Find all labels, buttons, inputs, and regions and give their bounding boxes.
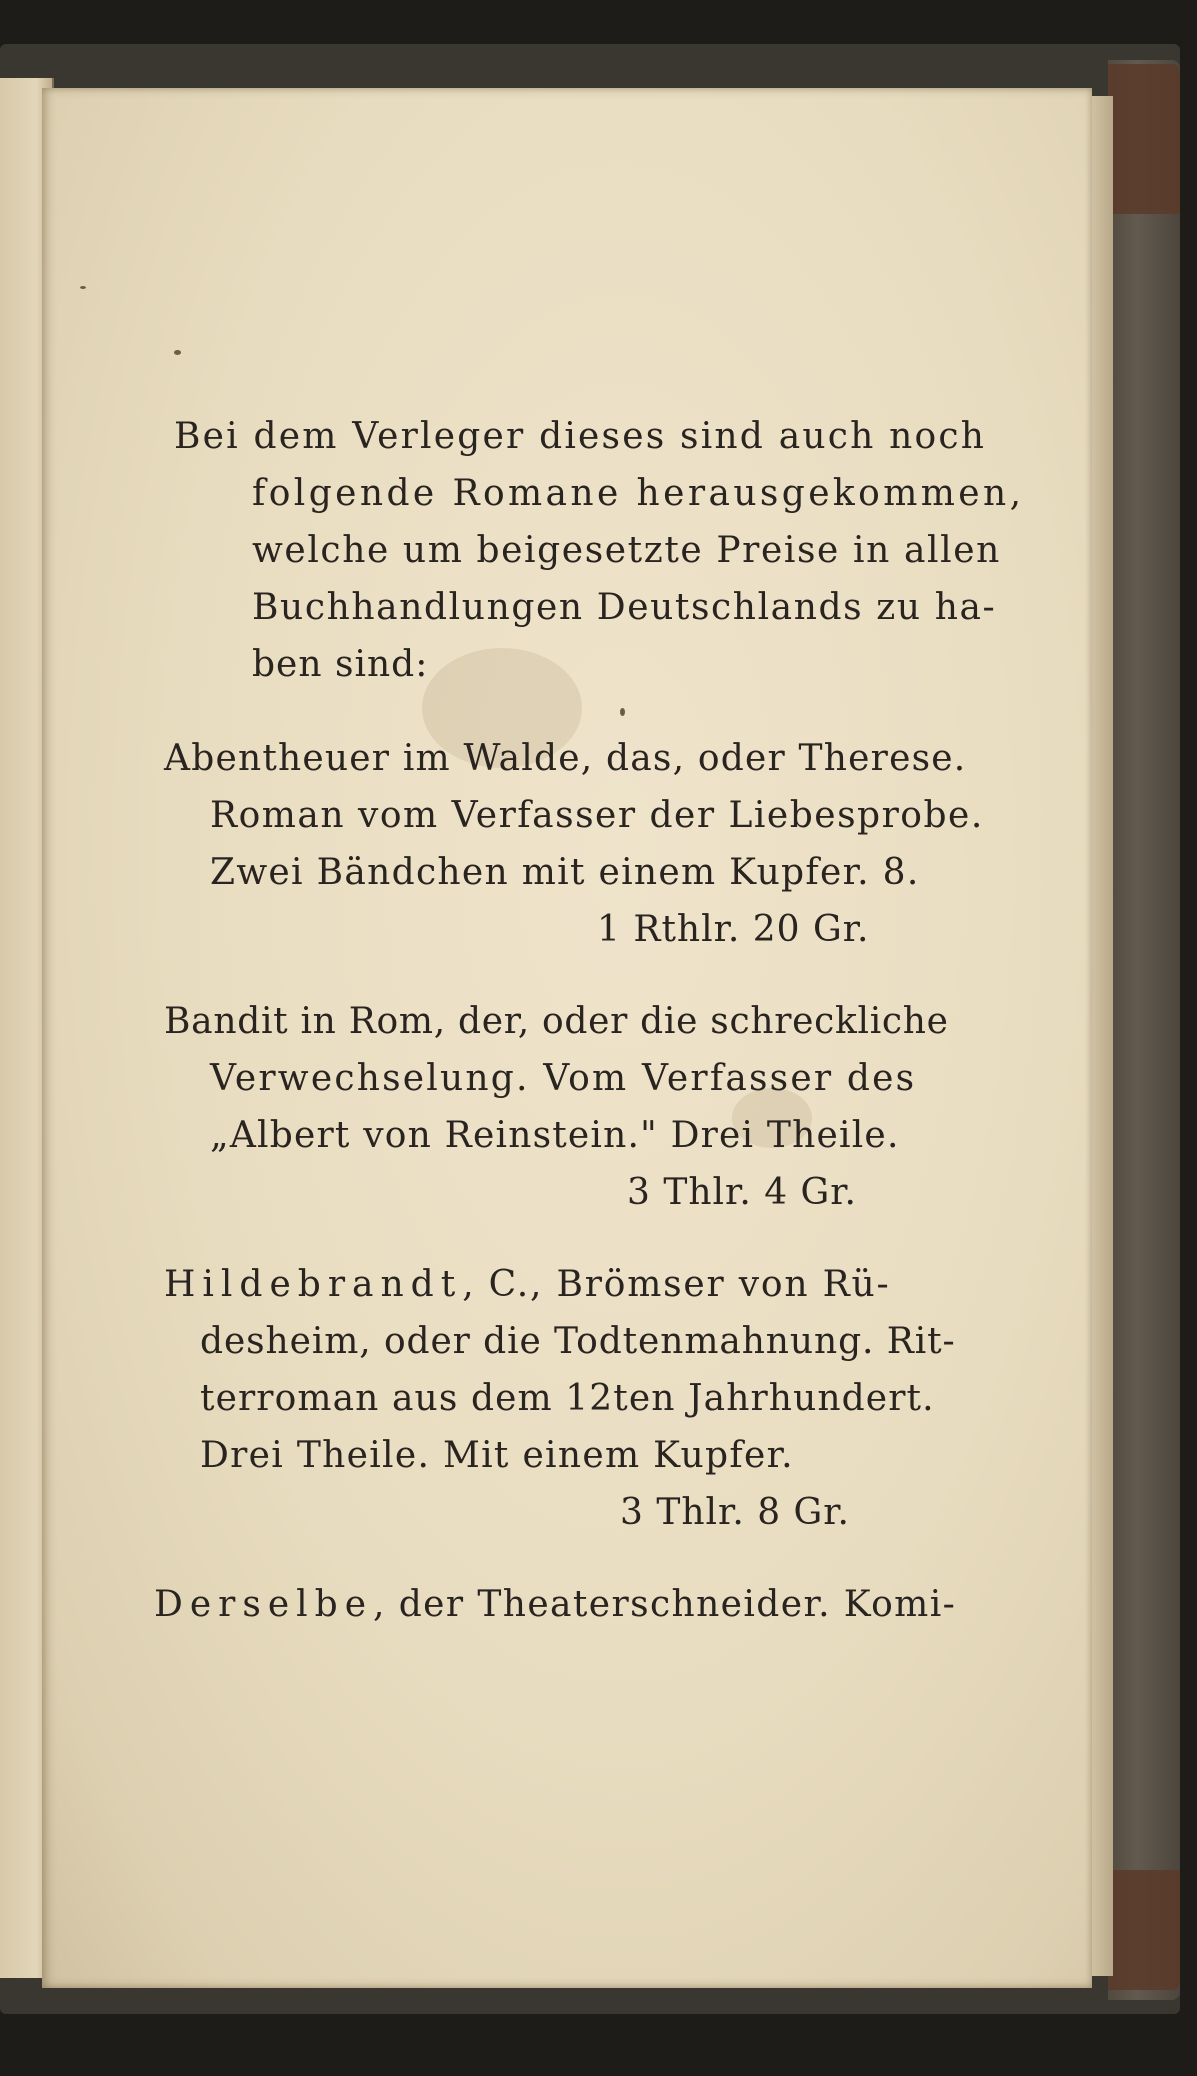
entry-title-line: Bandit in Rom, der, oder die schreckliche bbox=[164, 1001, 949, 1042]
author-name: Hildebrandt bbox=[164, 1264, 463, 1305]
notice-line: Bei dem Verleger dieses sind auch noch bbox=[174, 416, 987, 457]
book-spine-edge bbox=[1108, 60, 1180, 2000]
author-name: Derselbe bbox=[154, 1584, 374, 1625]
entry-line: terroman aus dem 12ten Jahrhundert. bbox=[200, 1378, 935, 1419]
entry-line: Drei Theile. Mit einem Kupfer. bbox=[200, 1435, 794, 1476]
cover-corner-bottom bbox=[1108, 1870, 1180, 1990]
entry-title-rest: , der Theaterschneider. Komi- bbox=[373, 1584, 957, 1625]
entry-line: Zwei Bändchen mit einem Kupfer. 8. bbox=[210, 852, 920, 893]
entry-line: „Albert von Reinstein." Drei Theile. bbox=[210, 1115, 900, 1156]
entry-price: 1 Rthlr. 20 Gr. bbox=[597, 909, 870, 950]
notice-line: folgende Romane herausgekommen, bbox=[252, 473, 1025, 514]
entry-price: 3 Thlr. 8 Gr. bbox=[620, 1492, 851, 1533]
entry-title-line bbox=[164, 1256, 890, 1313]
notice-line: Buchhandlungen Deutschlands zu ha- bbox=[252, 587, 997, 628]
entry-title-line: Abentheuer im Walde, das, oder Therese. bbox=[164, 738, 967, 779]
entry-line: desheim, oder die Todtenmahnung. Rit- bbox=[200, 1321, 956, 1362]
notice-line: welche um beigesetzte Preise in allen bbox=[252, 530, 1001, 571]
entry-title-rest: , C., Brömser von Rü- bbox=[462, 1264, 891, 1305]
notice-line: ben sind: bbox=[252, 644, 429, 685]
entry-price: 3 Thlr. 4 Gr. bbox=[627, 1172, 858, 1213]
entry-line: Verwechselung. Vom Verfasser des bbox=[210, 1058, 917, 1099]
entry-title-line bbox=[154, 1576, 956, 1633]
publisher-notice bbox=[42, 88, 1092, 1988]
entry-line: Roman vom Verfasser der Liebesprobe. bbox=[210, 795, 984, 836]
book-page bbox=[42, 88, 1092, 1988]
cover-corner-top bbox=[1108, 64, 1180, 214]
